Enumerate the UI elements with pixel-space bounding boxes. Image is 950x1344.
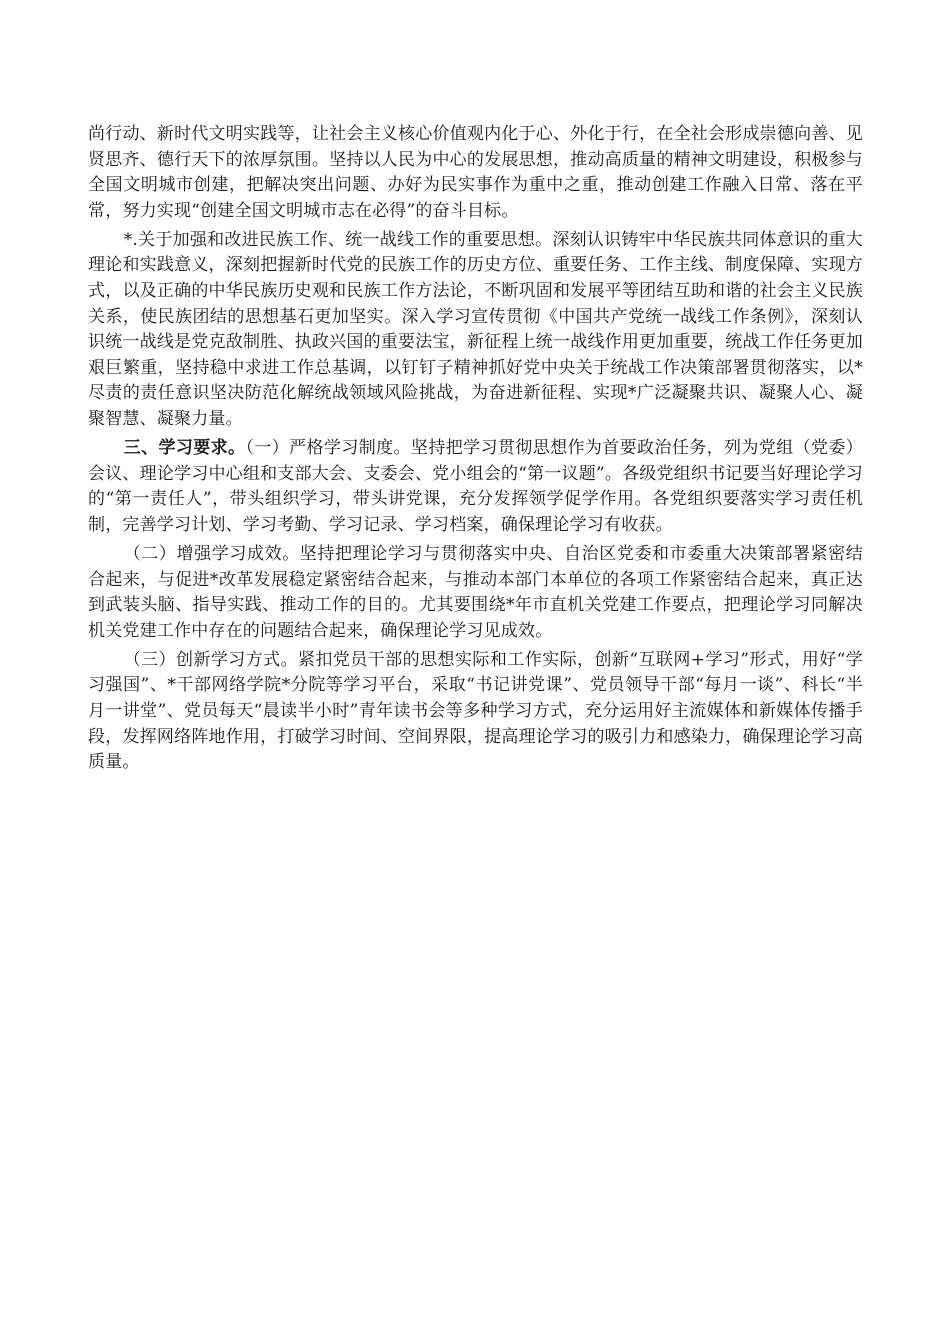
document-body [88, 122, 863, 776]
paragraph-study-requirements [88, 436, 863, 538]
paragraph-ethnic-united-front [88, 228, 863, 433]
paragraph-text: （三）创新学习方式。紧扣党员干部的思想实际和工作实际，创新“互联网+学习”形式，用好“学习强国”、*干部网络学院*分院等学习平台，采取“书记讲党课”、党员领导干部“每月一谈”、科长“半月一讲堂”、党员每天“晨读半小时”青年读书会等多种学习方式，充分运用好主流媒体和新媒体传播手段，发挥网络阵地作用，打破学习时间、空间界限，提高理论学习的吸引力和感染力，确保理论学习高质量。 [88, 649, 863, 773]
paragraph-text: *.关于加强和改进民族工作、统一战线工作的重要思想。深刻认识铸牢中华民族共同体意识的重大理论和实践意义，深刻把握新时代党的民族工作的历史方位、重要任务、工作主线、制度保障、实现方式，以及正确的中华民族历史观和民族工作方法论，不断巩固和发展平等团结互助和谐的社会主义民族关系，使民族团结的思想基石更加坚实。深入学习宣传贯彻《中国共产党统一战线工作条例》，深刻认识统一战线是党克敌制胜、执政兴国的重要法宝，新征程上统一战线作用更加重要，统战工作任务更加艰巨繁重，坚持稳中求进工作总基调，以钉钉子精神抓好党中央关于统战工作决策部署贯彻落实，以*尽责的责任意识坚决防范化解统战领域风险挑战，为奋进新征程、实现*广泛凝聚共识、凝聚人心、凝聚智慧、凝聚力量。 [88, 229, 863, 430]
paragraph-civilization-practice [88, 122, 863, 224]
paragraph-text: 尚行动、新时代文明实践等，让社会主义核心价值观内化于心、外化于行，在全社会形成崇德向善、见贤思齐、德行天下的浓厚氛围。坚持以人民为中心的发展思想，推动高质量的精神文明建设，积极参与全国文明城市创建，把解决突出问题、办好为民实事作为重中之重，推动创建工作融入日常、落在平常，努力实现“创建全国文明城市志在必得”的奋斗目标。 [88, 124, 863, 221]
paragraph-text: （二）增强学习成效。坚持把理论学习与贯彻落实中央、自治区党委和市委重大决策部署紧密结合起来，与促进*改革发展稳定紧密结合起来，与推动本部门本单位的各项工作紧密结合起来，真正达到武装头脑、指导实践、推动工作的目的。尤其要围绕*年市直机关党建工作要点，把理论学习同解决机关党建工作中存在的问题结合起来，确保理论学习见成效。 [88, 544, 863, 641]
paragraph-study-methods [88, 648, 863, 776]
paragraph-study-effectiveness [88, 542, 863, 644]
paragraph-text: （一）严格学习制度。坚持把学习贯彻思想作为首要政治任务，列为党组（党委）会议、理论学习中心组和支部大会、支委会、党小组会的“第一议题”。各级党组织书记要当好理论学习的“第一责任人”，带头组织学习，带头讲党课，充分发挥领学促学作用。各党组织要落实学习责任机制，完善学习计划、学习考勤、学习记录、学习档案，确保理论学习有收获。 [88, 438, 864, 535]
section-heading: 三、学习要求。 [123, 438, 246, 459]
